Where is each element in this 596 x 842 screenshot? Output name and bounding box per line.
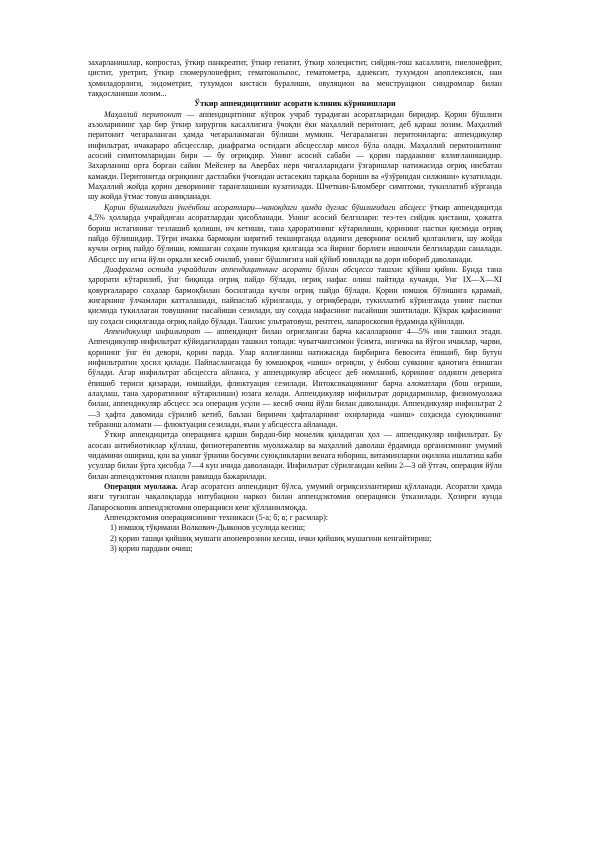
paragraph-subphrenic-abscess <box>88 265 502 327</box>
list-item: 2) қорин ташқи қийшиқ мушаги апоневрозини кесиш, ички қийшиқ мушагини кенгайтириш; <box>110 533 432 543</box>
text-operation: Агар асоратсиз аппендицит бўлса, умумий оғриқсизлантириш қўлланади. Асоратли ҳамда янги туғилган чақалоқларда интубацион наркоз билан аппендэктомия операцияси ўтказилади. Ҳозирги кунда Лапароскопик аппендэктомия операцияси кенг қўлланилмоқда. <box>88 482 502 512</box>
text-local-peritonitis: — аппендицитнинг кўпрок учраб турадиган асоратларидан биридир. Қорин бўшлиғи аъзоларининг ҳар бир ўткир хирургик касаллигига ўчоқли ёки маҳаллий перитонит, деб қараш лозим. Маҳаллий перитонит чегараланган ҳамда чегараланмаган бўлиши мумкин. Чегараланган перитониларга: аппендикуляр инфильтрат, ичакараро абсцесслар, диафрагма остидаги абсцесслар мисол бўла олади. Маҳаллий перитонитнинг асосий симптомларидан бири — бу оғриқдир. Унинг асосий сабаби — қорин пардаанинг яллиғланишидир. Захарланиш орта борган сайин Мейснер ва Авербах нерв чигалларидаги ўзгаришлар натижасида оғриқ нисбатан камаяди. Перитонитда оғриқнинг дастлабки ўчоғидан астасекин тарқала бориши ва «ўзўриндан силжиши» кузатилади. Маҳаллий жойда қорин деворининг таранглашиши кузатилади. Шчеткин-Блюмберг симптоми, тукиллатиб кўрганда шу жойда ўтмас товуш аниқланади. <box>88 109 502 202</box>
text-appendicular-infiltrate: — аппендицит билан оғригланган барча касалларнинг 4—5% ини ташкил этади. Аппендикуляр инфильтрат кўйидагилардан ташкил топади: чуватчангсимон ўсимта, ингичка ва йўғон ичаклар, чарви, қорининг ўнг ён девори, қорин парда. Улар яллиғланиш натижасида бирбирига бевосита ёпишиб, бир бутун инфильтратни ҳосил қилади. Пайпасланганда бу юмшоқроқ «шиш» оғриқли, у ёнбош суякнинг қанотига ёпишган бўлади. Агар инфильтрат абсцессга айланса, у аппендикуляр абсцесс деб номланиб, қорининг олдинги деворига ёпишиб териси қизаради, юмшайди, флюктуация сезилади. Интоксикациянинг барча аломатлари (бош оғриши, алаҳлаш, тана ҳароратининг кўтарилиши) юзага келади. Аппендикуляр инфильтрат доридармонлар, физиомуолажа билан, аппендикуляр абсцесс эса операция усули — кесиб очиш йўли билан даволанади. Аппендикуляр инфильтрат 2—3 ҳафта давомида сўрилиб кетиб, баъзан биринчи ҳафталарнинг охирларида «шиш» соҳасида суюқликнинг тебраниш аломати — флюктуация сезилади, яъни у абсцессга айланади. <box>88 326 502 430</box>
term-operation: Операция муолажа. <box>104 482 178 492</box>
paragraph-operation <box>88 482 502 513</box>
paragraph-treatment: Ўткир аппендицитда операцияга қарши бирдан-бир монелик қиладиган ҳол — аппендикуляр инфильтрат. Бу асосан антибиотиклар қўллаш, физиотерапевтик муолажалар ва маҳаллий даволаш ёрдамида организмнинг умумий чидамини ошириш, қон ва унинг ўрнини босувчи суюқликларни венага юбориш, витаминларни оқилона ишлатиш каби усуллар билан ўрта ҳисобда 7—4 кун ичида даволанади. Инфильтрат сўрилгандан кейин 2—3 ой ўтгач, операция йўли билан аппендэктомия планли равишда бажарилади. <box>88 430 502 481</box>
text-pelvic-abscess: ўткир аппендицитда 4,5% ҳолларда учрайдиган асоратлардан ҳисобланади. Унинг асосий белгилари: тез-тез сийдик қистаиш, ҳожатга бориш истагининг тезлашиб қолиши, ич кетиши, тана ҳароратининг кўтарилиши, қорининг пастки қисмида оғриқ пайдо бўлишидир. Тўғри ичакка бармоқни киритиб текширганда олдинги деворнинг осилиб қолганлиги, шу жойда кучли оғриқ пайдо бўлиши, юмшаган соҳани пункция қилганда эса йиринг борлиги ишончли белгилардан саналади. Абсцесс шу игна йўли орқали кесиб очилиб, унинг бўшлиғига най қўйиб ювилади ва дори юбориб даволанади. <box>88 202 502 264</box>
paragraph-appendicular-infiltrate <box>88 327 502 430</box>
document-page <box>88 58 502 555</box>
term-local-peritonitis: Маҳаллий перитонит <box>104 109 182 119</box>
paragraph-technique: Аппендэктомия операциясининг техникаси (5-а; б; в; г расмлар): <box>104 513 329 523</box>
paragraph-local-peritonitis <box>88 110 502 203</box>
term-subphrenic-abscess: Диафрагма остида учрайдиган аппендицитнинг асорати бўлган абсцесса <box>104 264 374 274</box>
list-item: 1) юмшоқ тўқимани Волкович-Дьяконов усулида кесиш; <box>110 523 306 533</box>
term-appendicular-infiltrate: Аппендикуляр инфильтрат <box>104 326 201 336</box>
term-pelvic-abscess: Қорин бўшлиғидаги ўнгёнбош асоратлари—чаноқдаги ҳамда дуглас бўшлиғидаги абсцесс <box>104 202 426 212</box>
paragraph-pelvic-abscess <box>88 203 502 265</box>
list-item: 3) қорин пардани очиш; <box>110 544 193 554</box>
section-heading: Ўткир аппендицитнинг асорати клиник кўринишлари <box>194 99 396 109</box>
paragraph-intro: захарланишлар, копростаз, ўткир панкреатит, ўткир гепатит, ўткир холецистит, сийдик-тош касаллиги, пиелонефрит, цистит, уретрит, ўткир гломерулонефрит, гематокольпос, гематометра, аднексит, тухумдон апоплексияси, наи ҳомиладорлиги, эндометрит, тухумдон кистаси буралиши, овуляцион ва менструацион синдромлар билан таққосланиши лозим... <box>88 58 502 99</box>
text-subphrenic-abscess: ташхис қўйиш қийин. Бунда тана ҳарорати кўтарилиб, ўнг биқинда оғриқ пайдо бўлади, оғриқ нафас олиш пайтида кучаяди. Унг IX—X—XI қовурғаларaро соҳалар бармоқбилан босилганда кучли оғриқ пайдо бўлади. Қорин юмшок бўлишига қарамай, жигарнинг ўлчамлари катталашади, пайпаслаб кўрилганда, у оғриқберади, тукиллатиб кўрилганда унинг пастки қисмида тукиллаган товушнинг пасайиши сезилади, шу соҳада нафаснинг пасайиши эшитилади. Кўкрак қафасининг шу соҳаси сиқилганда оғриқ пайдо бўлади. Ташхис ультратовуш, рентген, лапароскопия ёрдамида қўйилади. <box>88 264 502 326</box>
